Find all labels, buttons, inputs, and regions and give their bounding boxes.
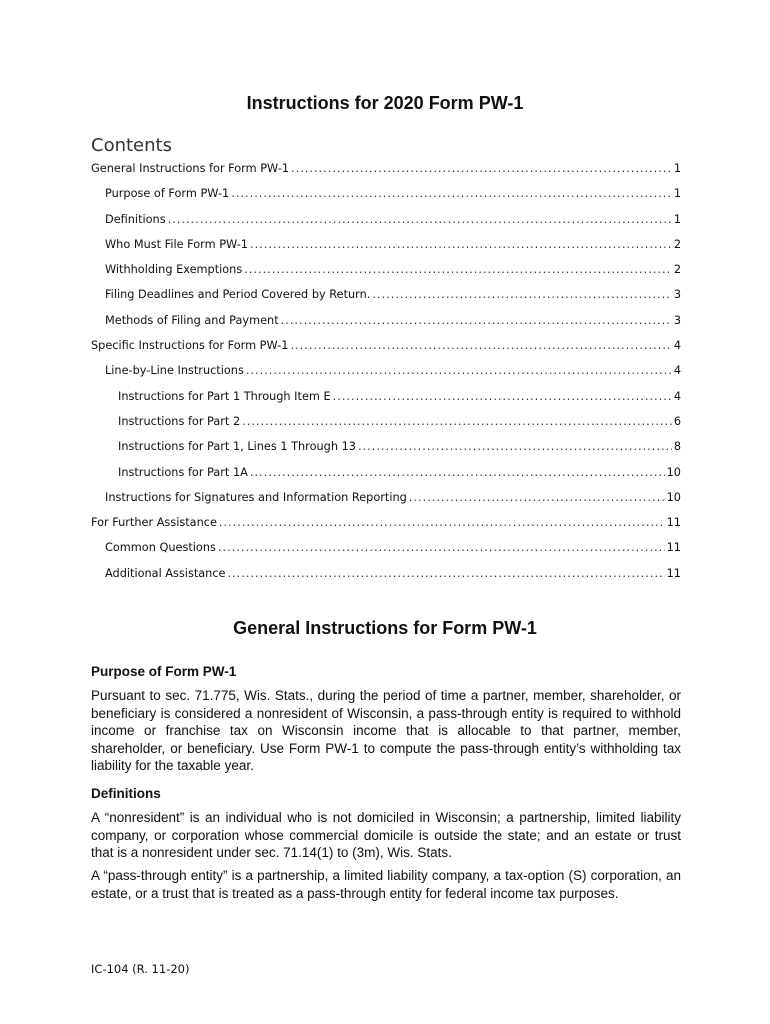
- toc-dot-leader: [244, 260, 672, 280]
- toc-dot-leader: [242, 412, 672, 432]
- purpose-heading: Purpose of Form PW-1: [91, 664, 237, 679]
- definition-pass-through-entity: A “pass-through entity” is a partnership, a limited liability company, a tax-option (S) corporation, an estate, or a trust that is treated as a pass-through entity for federal income tax purposes.: [91, 868, 681, 901]
- toc-entry-label: Withholding Exemptions: [105, 263, 243, 277]
- toc-entry-label: Purpose of Form PW-1: [105, 187, 230, 201]
- toc-dot-leader: [231, 184, 672, 204]
- toc-dot-leader: [219, 513, 665, 533]
- contents-heading: Contents: [91, 135, 172, 156]
- toc-entry-page: 3: [673, 313, 681, 327]
- footer-form-id: IC-104 (R. 11-20): [91, 962, 190, 976]
- toc-entry-page: 11: [666, 516, 681, 530]
- toc-dot-leader: [250, 235, 672, 255]
- section-title: General Instructions for Form PW-1: [233, 618, 537, 638]
- toc-entry-page: 2: [673, 237, 681, 251]
- definitions-heading: Definitions: [91, 786, 161, 801]
- toc-entry-page: 1: [673, 212, 681, 226]
- toc-dot-leader: [290, 336, 671, 356]
- toc-entry-label: Instructions for Part 1A: [118, 465, 248, 479]
- table-of-contents: [91, 159, 681, 589]
- toc-entry[interactable]: [91, 235, 681, 260]
- toc-entry-page: 10: [666, 490, 681, 504]
- toc-entry-label: Common Questions: [105, 541, 216, 555]
- toc-entry-label: Methods of Filing and Payment: [105, 313, 279, 327]
- toc-entry-label: Filing Deadlines and Period Covered by Return.: [105, 288, 371, 302]
- toc-dot-leader: [250, 463, 665, 483]
- definition-nonresident: A “nonresident” is an individual who is not domiciled in Wisconsin; a partnership, limited liability company, or corporation whose commercial domicile is outside the state; and an estate or trust that is a nonresident under sec. 71.14(1) to (3m), Wis. Stats.: [91, 810, 681, 861]
- toc-dot-leader: [228, 564, 665, 584]
- toc-entry[interactable]: [91, 260, 681, 285]
- toc-entry-label: Instructions for Part 1 Through Item E: [118, 389, 331, 403]
- toc-entry[interactable]: [91, 361, 681, 386]
- toc-entry[interactable]: [91, 412, 681, 437]
- toc-dot-leader: [409, 488, 665, 508]
- toc-entry-page: 4: [673, 339, 681, 353]
- toc-entry-page: 6: [673, 414, 681, 428]
- toc-entry[interactable]: [91, 488, 681, 513]
- toc-entry[interactable]: [91, 336, 681, 361]
- toc-entry-label: For Further Assistance: [91, 516, 217, 530]
- purpose-paragraph: Pursuant to sec. 71.775, Wis. Stats., during the period of time a partner, member, shareholder, or beneficiary is considered a nonresident of Wisconsin, a pass-through entity is required to withhold income or franchise tax on Wisconsin income that is allocable to that partner, member, shareholder, or beneficiary. Use Form PW-1 to compute the pass-through entity’s withholding tax liability for the taxable year.: [91, 688, 681, 774]
- toc-dot-leader: [333, 387, 672, 407]
- toc-entry-page: 11: [666, 566, 681, 580]
- toc-entry[interactable]: [91, 311, 681, 336]
- toc-dot-leader: [246, 361, 672, 381]
- toc-entry[interactable]: [91, 437, 681, 462]
- toc-entry[interactable]: [91, 564, 681, 589]
- toc-dot-leader: [281, 311, 672, 331]
- toc-entry[interactable]: [91, 159, 681, 184]
- toc-dot-leader: [218, 538, 665, 558]
- toc-entry-page: 8: [673, 440, 681, 454]
- toc-entry-page: 1: [673, 162, 681, 175]
- toc-entry[interactable]: [91, 184, 681, 209]
- toc-entry-page: 10: [666, 465, 681, 479]
- toc-entry-label: Instructions for Signatures and Information Reporting: [105, 490, 407, 504]
- toc-dot-leader: [358, 437, 672, 457]
- toc-entry-page: 4: [673, 389, 681, 403]
- toc-entry[interactable]: [91, 210, 681, 235]
- toc-dot-leader: [168, 210, 672, 230]
- toc-entry-label: Who Must File Form PW-1: [105, 237, 248, 251]
- toc-entry-label: Instructions for Part 2: [118, 414, 241, 428]
- toc-entry-label: General Instructions for Form PW-1: [91, 162, 290, 175]
- toc-entry[interactable]: [91, 463, 681, 488]
- page-title: Instructions for 2020 Form PW-1: [246, 93, 524, 113]
- toc-entry-page: 11: [666, 541, 681, 555]
- toc-dot-leader: [372, 285, 671, 305]
- toc-entry-page: 4: [673, 364, 681, 378]
- toc-entry-label: Additional Assistance: [105, 566, 226, 580]
- toc-entry[interactable]: [91, 513, 681, 538]
- toc-entry-page: 3: [673, 288, 681, 302]
- toc-entry-label: Definitions: [105, 212, 166, 226]
- toc-dot-leader: [291, 159, 672, 179]
- toc-entry-page: 2: [673, 263, 681, 277]
- toc-entry-label: Instructions for Part 1, Lines 1 Through 13: [118, 440, 356, 454]
- toc-entry[interactable]: [91, 538, 681, 563]
- toc-entry-page: 1: [673, 187, 681, 201]
- toc-entry-label: Specific Instructions for Form PW-1: [91, 339, 289, 353]
- toc-entry[interactable]: [91, 285, 681, 310]
- toc-entry-label: Line-by-Line Instructions: [105, 364, 244, 378]
- toc-entry[interactable]: [91, 387, 681, 412]
